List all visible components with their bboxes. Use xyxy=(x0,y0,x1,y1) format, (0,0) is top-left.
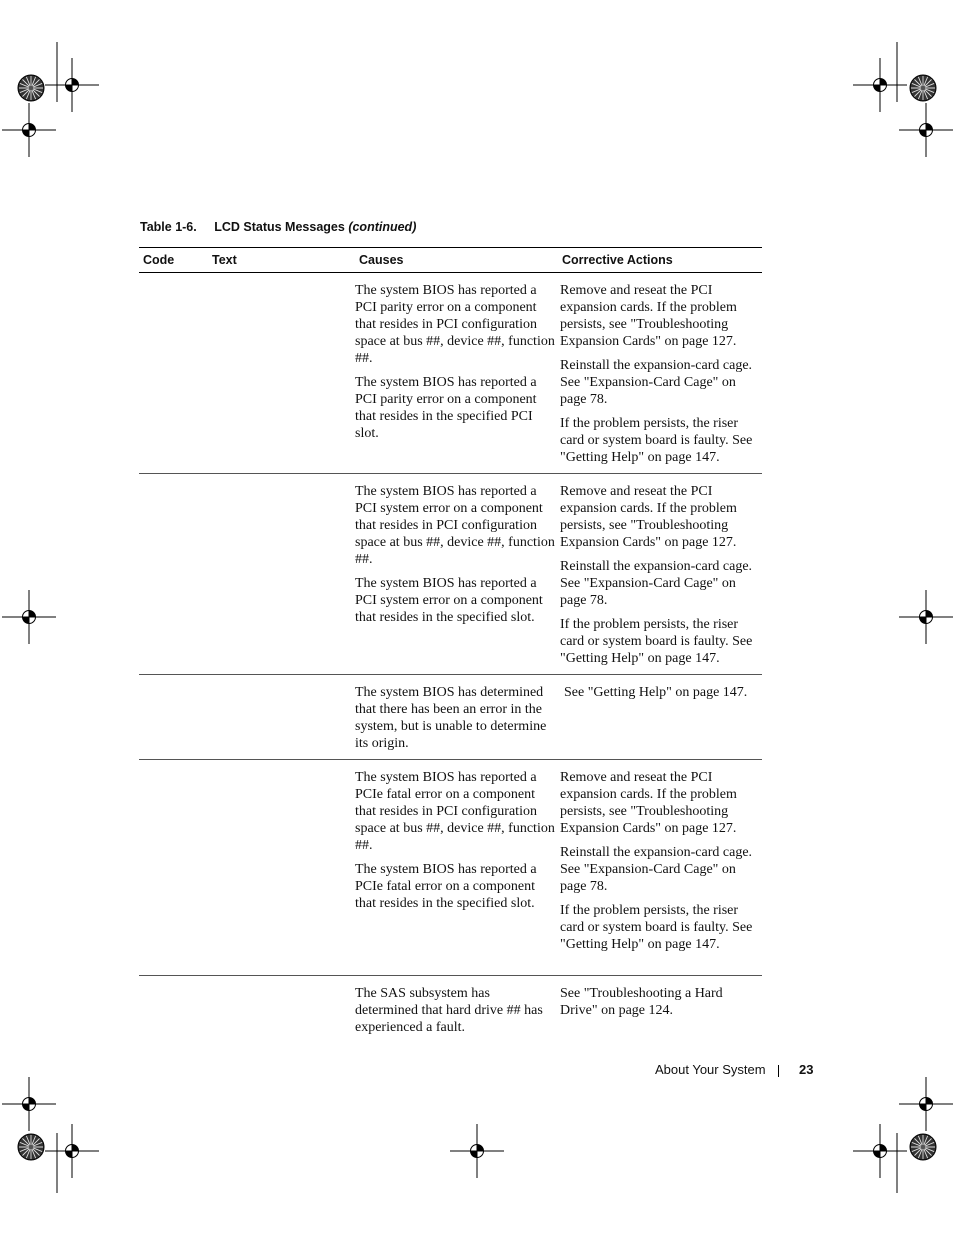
cause-paragraph: The system BIOS has reported a PCI system error on a component that resides in the specified slot. xyxy=(355,576,543,625)
cell-code xyxy=(139,675,208,760)
action-paragraph: Reinstall the expansion-card cage. See "Expansion-Card Cage" on page 78. xyxy=(560,845,753,894)
action-paragraph: Remove and reseat the PCI expansion cards. If the problem persists, see "Troubleshooting Expansion Cards" on page 127. xyxy=(560,283,737,349)
action-paragraph: If the problem persists, the riser card or system board is faulty. See "Getting Help" on page 147. xyxy=(560,617,753,666)
cause-paragraph: The system BIOS has reported a PCI parity error on a component that resides in PCI configuration space at bus ##, device ##, function ##. xyxy=(355,283,555,366)
cell-text xyxy=(208,760,355,976)
cell-text xyxy=(208,474,355,675)
footer-divider xyxy=(778,1065,779,1077)
action-paragraph: See "Troubleshooting a Hard Drive" on page 124. xyxy=(560,986,723,1018)
cell-text xyxy=(208,976,355,1044)
cell-causes xyxy=(355,675,558,760)
table-row xyxy=(139,760,762,976)
cell-actions xyxy=(558,760,762,976)
cell-causes xyxy=(355,976,558,1044)
cell-causes xyxy=(355,273,558,474)
cause-paragraph: The SAS subsystem has determined that hard drive ## has experienced a fault. xyxy=(355,986,543,1035)
footer-section-title: About Your System xyxy=(655,1062,766,1077)
table-row xyxy=(139,273,762,474)
action-paragraph: Reinstall the expansion-card cage. See "Expansion-Card Cage" on page 78. xyxy=(560,559,753,608)
table-caption-title: LCD Status Messages xyxy=(214,220,345,234)
table-caption xyxy=(140,220,416,234)
table-caption-label: Table 1-6. xyxy=(140,220,197,234)
cell-code xyxy=(139,760,208,976)
header-code: Code xyxy=(139,248,208,273)
cause-paragraph: The system BIOS has determined that there has been an error in the system, but is unable to determine its origin. xyxy=(355,685,547,751)
cell-text xyxy=(208,273,355,474)
cell-actions xyxy=(558,474,762,675)
cell-code xyxy=(139,273,208,474)
action-paragraph: Reinstall the expansion-card cage. See "Expansion-Card Cage" on page 78. xyxy=(560,358,753,407)
action-paragraph: Remove and reseat the PCI expansion cards. If the problem persists, see "Troubleshooting Expansion Cards" on page 127. xyxy=(560,484,737,550)
cell-text xyxy=(208,675,355,760)
table-row xyxy=(139,976,762,1044)
lcd-status-messages-table xyxy=(139,247,762,1043)
action-paragraph: Remove and reseat the PCI expansion cards. If the problem persists, see "Troubleshooting Expansion Cards" on page 127. xyxy=(560,770,737,836)
cell-actions xyxy=(558,976,762,1044)
header-causes: Causes xyxy=(355,248,558,273)
table-caption-continued: (continued) xyxy=(348,220,417,234)
action-paragraph: See "Getting Help" on page 147. xyxy=(564,685,748,700)
table-row xyxy=(139,474,762,675)
cell-causes xyxy=(355,474,558,675)
cell-code xyxy=(139,976,208,1044)
cell-causes xyxy=(355,760,558,976)
cause-paragraph: The system BIOS has reported a PCI parity error on a component that resides in the specified PCI slot. xyxy=(355,375,537,441)
cell-actions xyxy=(558,675,762,760)
cell-actions xyxy=(558,273,762,474)
table-row xyxy=(139,675,762,760)
header-corrective-actions: Corrective Actions xyxy=(558,248,762,273)
cause-paragraph: The system BIOS has reported a PCIe fatal error on a component that resides in PCI configuration space at bus ##, device ##, function ##. xyxy=(355,770,555,853)
cause-paragraph: The system BIOS has reported a PCIe fatal error on a component that resides in the specified slot. xyxy=(355,862,537,911)
action-paragraph: If the problem persists, the riser card or system board is faulty. See "Getting Help" on page 147. xyxy=(560,903,753,952)
header-text: Text xyxy=(208,248,355,273)
table-header-row xyxy=(139,248,762,273)
cause-paragraph: The system BIOS has reported a PCI system error on a component that resides in PCI configuration space at bus ##, device ##, function ##. xyxy=(355,484,555,567)
page-number: 23 xyxy=(799,1062,814,1077)
cell-code xyxy=(139,474,208,675)
action-paragraph: If the problem persists, the riser card or system board is faulty. See "Getting Help" on page 147. xyxy=(560,416,753,465)
